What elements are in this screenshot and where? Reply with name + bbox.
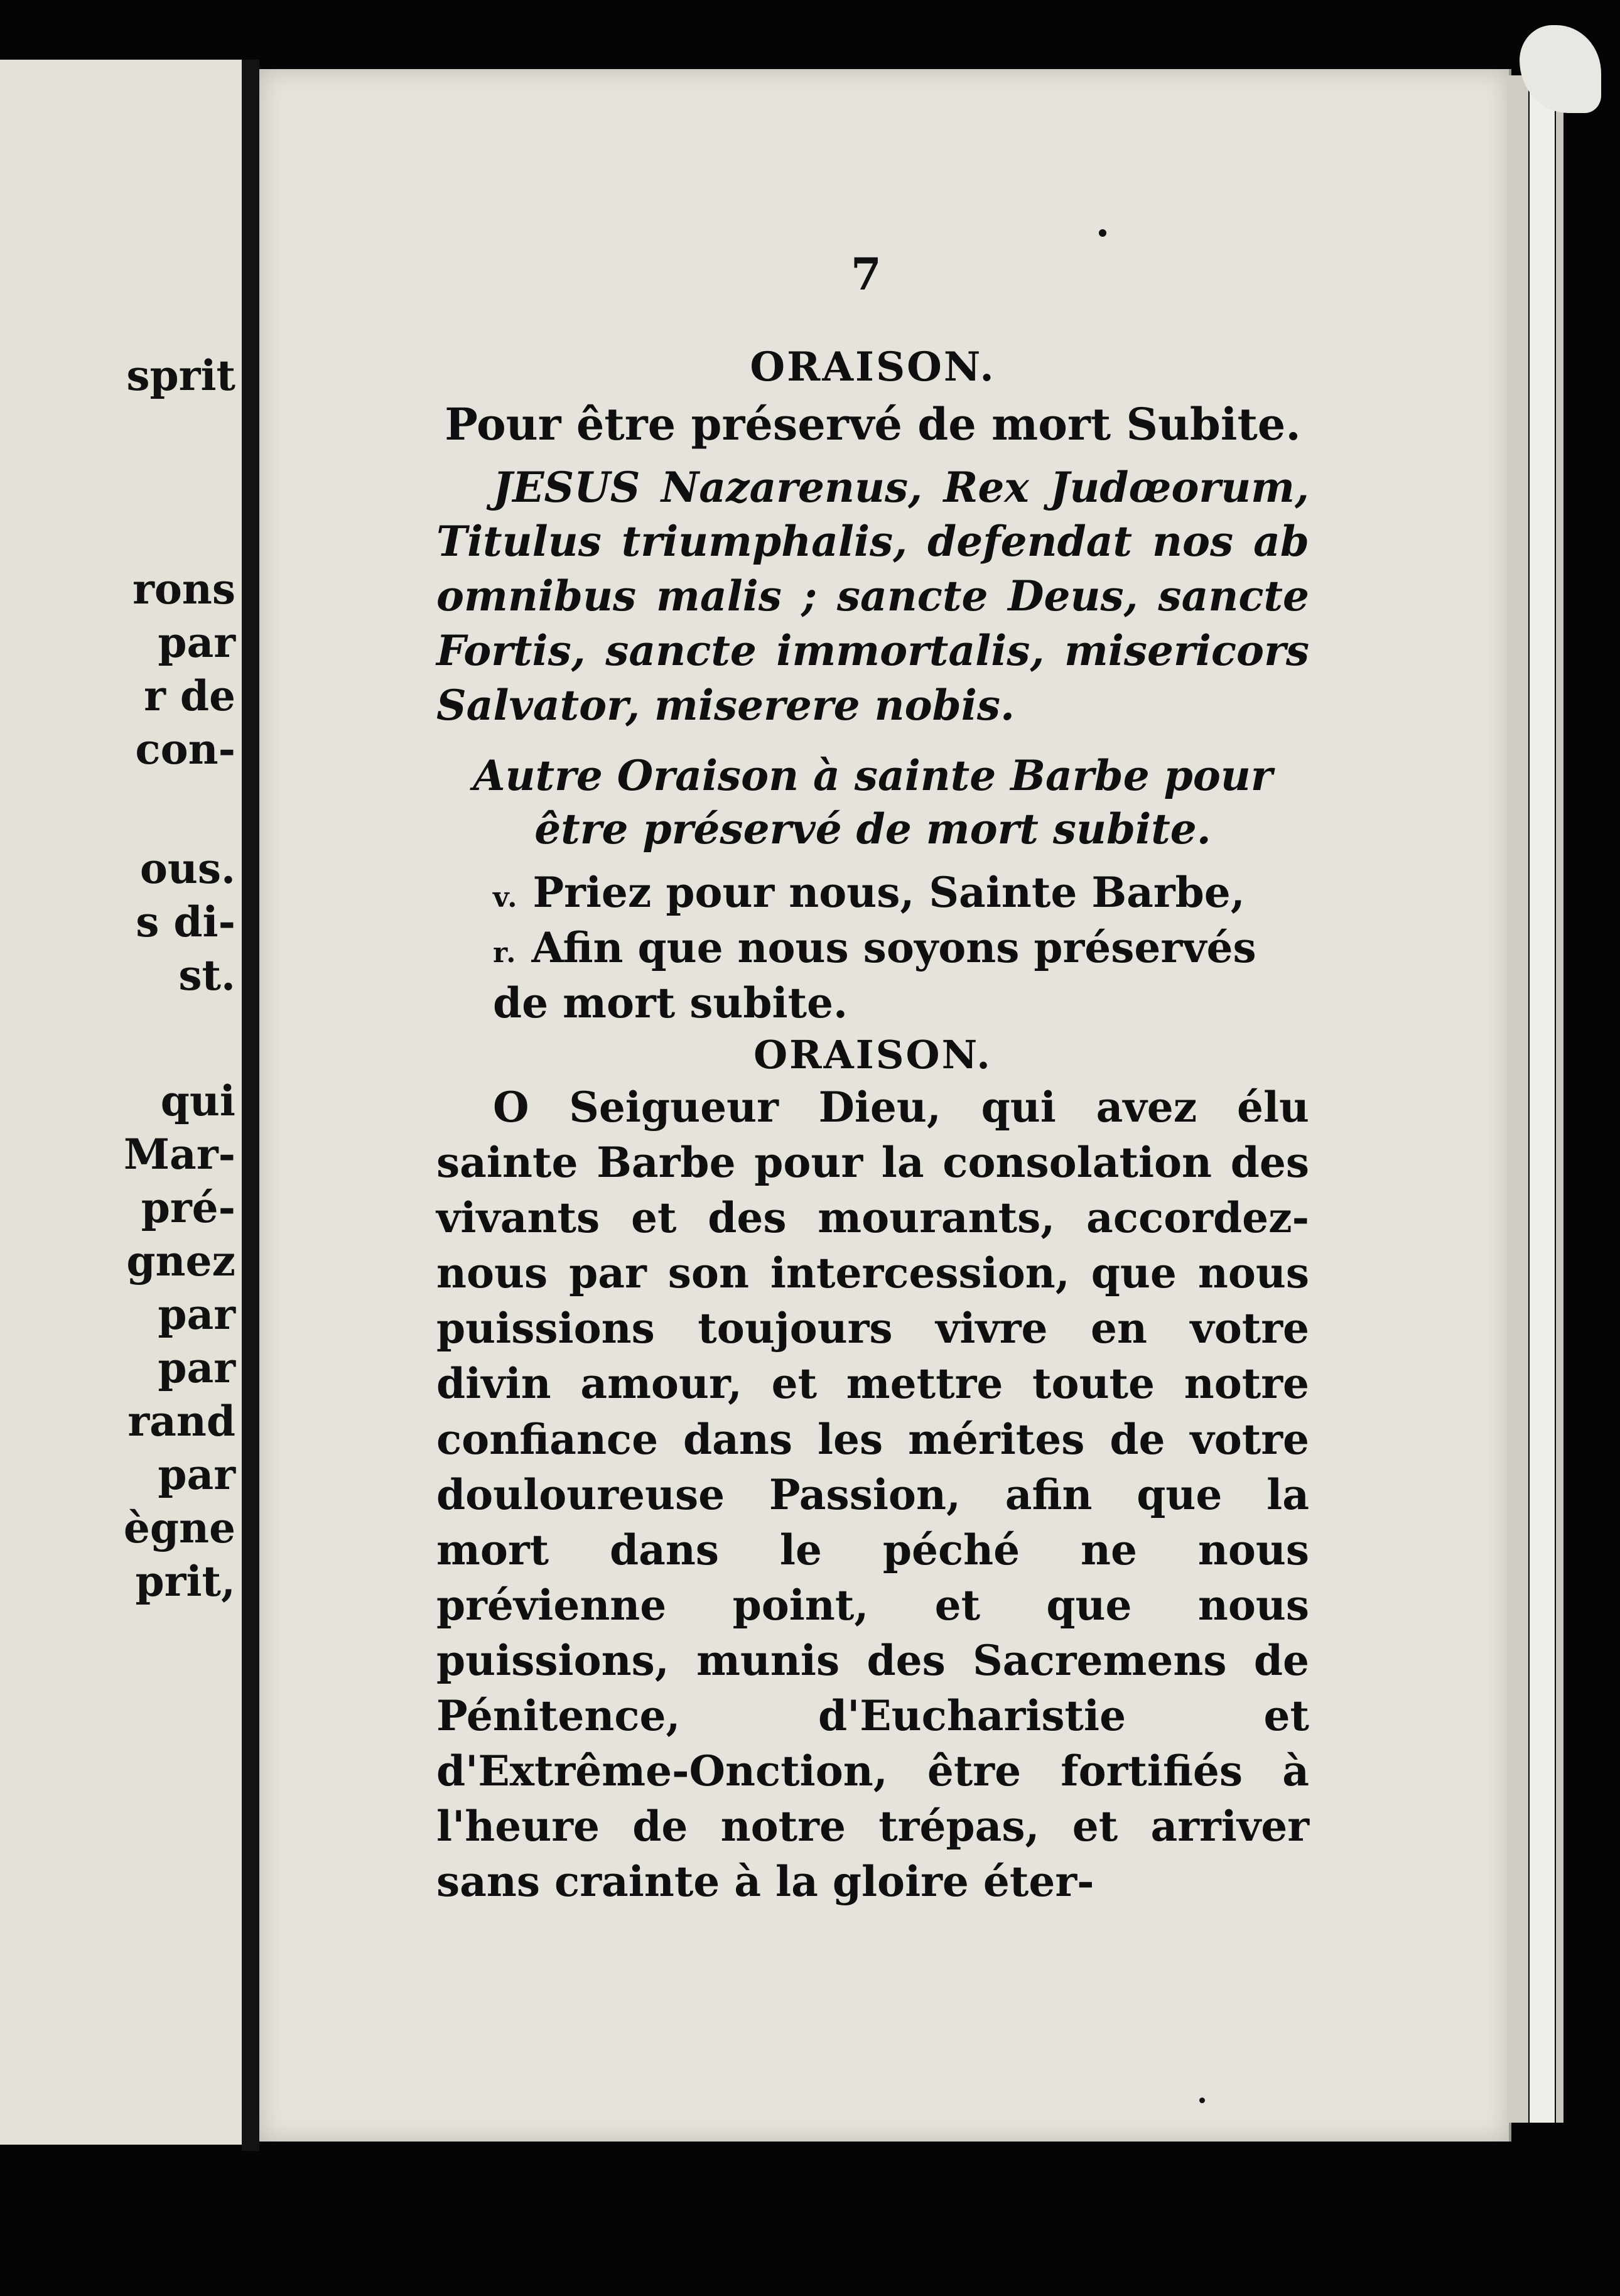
left-page-line: ègne: [123, 1503, 235, 1552]
ink-speck: [1099, 229, 1106, 237]
left-page-line: rons: [132, 565, 235, 614]
prayer-text: O Seigueur Dieu, qui avez élu sainte Barbe pour la consolation des vivants et des mourants, accordez-nous par son intercession, que nous puissions toujours vivre en votre divin amour, et mettre toute notre confiance dans les mérites de votre douloureuse Passion, afin que la mort dans le péché ne nous prévienne point, et que nous puissions, munis des Sacremens de Pénitence, d'Eucharistie et d'Extrême-Onction, être fortifiés à l'heure de notre trépas, et arriver sans crainte à la gloire éter-: [436, 1082, 1309, 1907]
versicle-text: Priez pour nous, Sainte Barbe,: [532, 868, 1245, 918]
left-page-line: qui: [160, 1076, 235, 1125]
response-text: Afin que nous soyons préservés de mort subite.: [493, 923, 1256, 1027]
left-page-line: rand: [127, 1397, 235, 1446]
left-page-line: par: [158, 1343, 235, 1392]
section-subheading: Pour être préservé de mort Subite.: [445, 398, 1301, 450]
section-heading-2: ORAISON.: [753, 1032, 992, 1078]
page-text: [436, 245, 1309, 1910]
prayer-block: [436, 1080, 1309, 1910]
left-page-line: par: [158, 1290, 235, 1339]
left-page-line: sprit: [126, 351, 235, 400]
left-page-line: Mar-: [124, 1130, 235, 1179]
left-page-line: par: [158, 618, 235, 667]
left-page-line: s di-: [136, 897, 235, 946]
ink-speck: [1199, 2098, 1205, 2103]
versicle-mark: v.: [493, 882, 519, 914]
latin-prayer: [436, 460, 1309, 733]
response-line: [436, 921, 1309, 1031]
left-page-line: gnez: [126, 1237, 235, 1286]
page-edge: [1530, 75, 1555, 2123]
left-page-line: pré-: [141, 1183, 235, 1232]
latin-prayer-text: JESUS Nazarenus, Rex Judœorum, Titulus triumphalis, defendat nos ab omnibus malis ; sancte Deus, sancte Fortis, sancte immortalis, misericors Salvator, miserere nobis.: [436, 462, 1309, 730]
left-page-line: r de: [144, 671, 235, 720]
response-mark: r.: [493, 936, 517, 969]
versicle-line: [436, 865, 1309, 921]
page-number: 7: [851, 248, 882, 300]
section-heading: ORAISON.: [750, 344, 996, 391]
versicle-block: [436, 865, 1309, 1031]
book-gutter: [242, 60, 259, 2151]
left-page-line: st.: [178, 951, 235, 1000]
left-page-line: prit,: [135, 1557, 235, 1606]
page-edge: [1507, 75, 1528, 2123]
secondary-heading: Autre Oraison à sainte Barbe pour être préservé de mort subite.: [473, 750, 1273, 854]
page-edge: [1556, 75, 1563, 2123]
left-page: [0, 60, 246, 2145]
left-page-line: par: [158, 1450, 235, 1499]
left-page-line: ous.: [139, 844, 235, 893]
left-page-line: con-: [135, 725, 235, 774]
